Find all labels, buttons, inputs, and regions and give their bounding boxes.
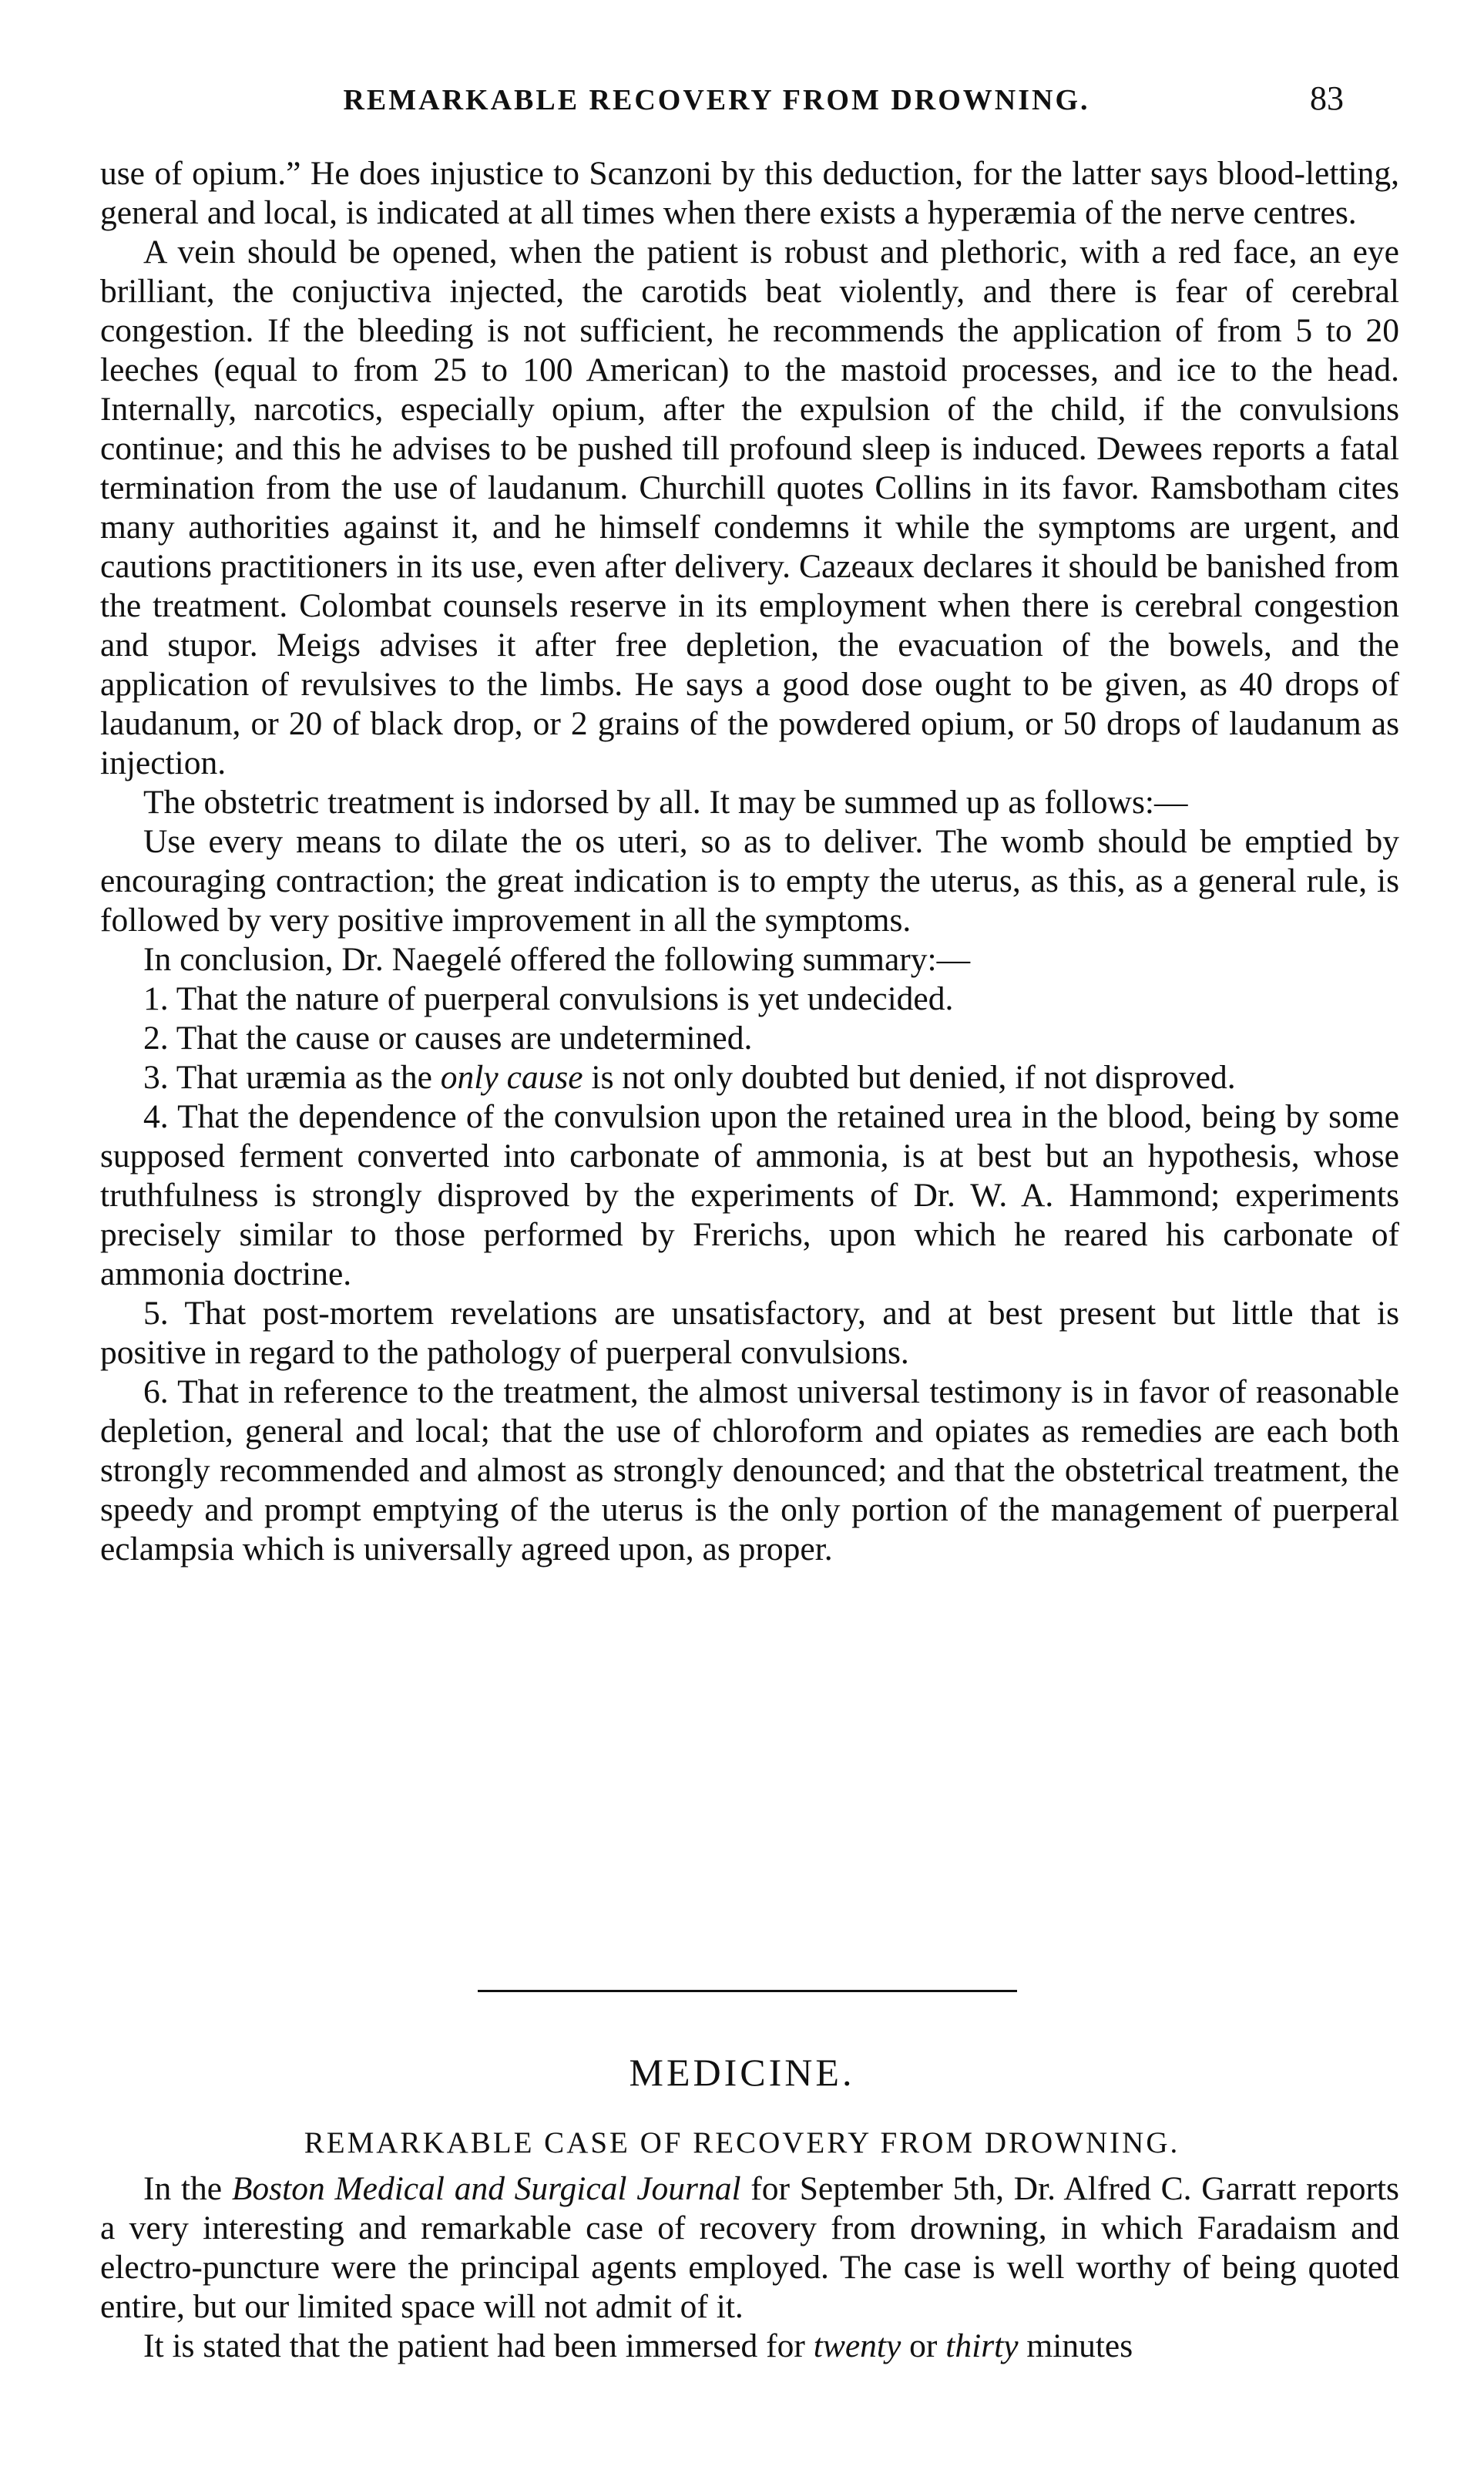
summary-item-4: 4. That the dependence of the convulsion upon the retained urea in the blood, being by some supposed ferment converted into carbonate of ammonia, is at best but an hypothesis, whose truthfulness is strongly disproved by the experiments of Dr. W. A. Hammond; experiments precisely similar to those performed by Frerichs, upon which he reared his carbonate of ammonia doctrine. <box>100 1098 1399 1292</box>
summary-item-2: 2. That the cause or causes are undetermined. <box>143 1020 753 1057</box>
article-paragraph-2-text: It is stated that the patient had been immersed for <box>143 2327 814 2364</box>
article-title: REMARKABLE CASE OF RECOVERY FROM DROWNING. <box>304 2126 1180 2159</box>
article-paragraph-2-text-end: minutes <box>1018 2327 1133 2364</box>
summary-item-3 <box>100 1058 1399 1097</box>
emphasis-thirty: thirty <box>945 2327 1019 2364</box>
section-title-medicine: MEDICINE. <box>629 2051 855 2094</box>
page-number: 83 <box>1310 79 1344 117</box>
article-paragraph-1-text: In the <box>143 2170 232 2207</box>
summary-item-3-emphasis: only cause <box>440 1059 583 1096</box>
summary-item-5: 5. That post-mortem revelations are unsatisfactory, and at best present but little that is positive in regard to the pathology of puerperal convulsions. <box>100 1295 1399 1371</box>
article-paragraph-1 <box>100 2169 1399 2327</box>
section-divider-rule <box>478 1990 1017 1992</box>
article-paragraph-1-text-end: for September 5th, Dr. Alfred C. Garratt reports a very interesting and remarkable case of recovery from drowning, in which Faradaism and electro-puncture were the principal agents employed. The case is well worthy of being quoted entire, but our limited space will not admit of it. <box>100 2170 1399 2325</box>
paragraph-summary-intro: In conclusion, Dr. Naegelé offered the following summary:— <box>143 941 971 978</box>
main-body-text <box>100 154 1399 1569</box>
paragraph-obstetric-treatment: The obstetric treatment is indorsed by all. It may be summed up as follows:— <box>143 784 1188 821</box>
summary-item-3-text-end: is not only doubted but denied, if not disproved. <box>583 1059 1236 1096</box>
paragraph-dilate-os-uteri: Use every means to dilate the os uteri, so as to deliver. The womb should be emptied by encouraging contraction; the great indication is to empty the uterus, as this, as a general rule, is followed by very positive improvement in all the symptoms. <box>100 823 1399 939</box>
running-header-title: REMARKABLE RECOVERY FROM DROWNING. <box>343 84 1090 116</box>
summary-item-3-text: 3. That uræmia as the <box>143 1059 441 1096</box>
journal-title: Boston Medical and Surgical Journal <box>231 2170 741 2207</box>
paragraph-vein-treatment: A vein should be opened, when the patient is robust and plethoric, with a red face, an eye brilliant, the conjuctiva injected, the carotids beat violently, and there is fear of cerebral congestion. If the bleeding is not sufficient, he recommends the application of from 5 to 20 leeches (equal to from 25 to 100 American) to the mastoid processes, and ice to the head. Internally, narcotics, especially opium, after the expulsion of the child, if the convulsions continue; and this he advises to be pushed till profound sleep is induced. Dewees reports a fatal termination from the use of laudanum. Churchill quotes Collins in its favor. Ramsbotham cites many authorities against it, and he himself condemns it while the symptoms are urgent, and cautions practitioners in its use, even after delivery. Cazeaux declares it should be banished from the treatment. Colombat counsels reserve in its employment when there is cerebral congestion and stupor. Meigs advises it after free depletion, the evacuation of the bowels, and the application of revulsives to the limbs. He says a good dose ought to be given, as 40 drops of laudanum, or 20 of black drop, or 2 grains of the powdered opium, or 50 drops of laudanum as injection. <box>100 234 1399 781</box>
article-paragraph-2-or: or <box>901 2327 946 2364</box>
emphasis-twenty: twenty <box>813 2327 901 2364</box>
paragraph-opium-continuation: use of opium.” He does injustice to Scanzoni by this deduction, for the latter says blood-letting, general and local, is indicated at all times when there exists a hyperæmia of the nerve centres. <box>100 155 1399 231</box>
summary-item-6: 6. That in reference to the treatment, the almost universal testimony is in favor of reasonable depletion, general and local; that the use of chloroform and opiates as remedies are each both strongly recommended and almost as strongly denounced; and that the obstetrical treatment, the speedy and prompt emptying of the uterus is the only portion of the management of puerperal eclampsia which is universally agreed upon, as proper. <box>100 1373 1399 1568</box>
article-paragraph-2 <box>100 2327 1399 2366</box>
article-body-text <box>100 2169 1399 2366</box>
summary-item-1: 1. That the nature of puerperal convulsions is yet undecided. <box>143 980 954 1017</box>
